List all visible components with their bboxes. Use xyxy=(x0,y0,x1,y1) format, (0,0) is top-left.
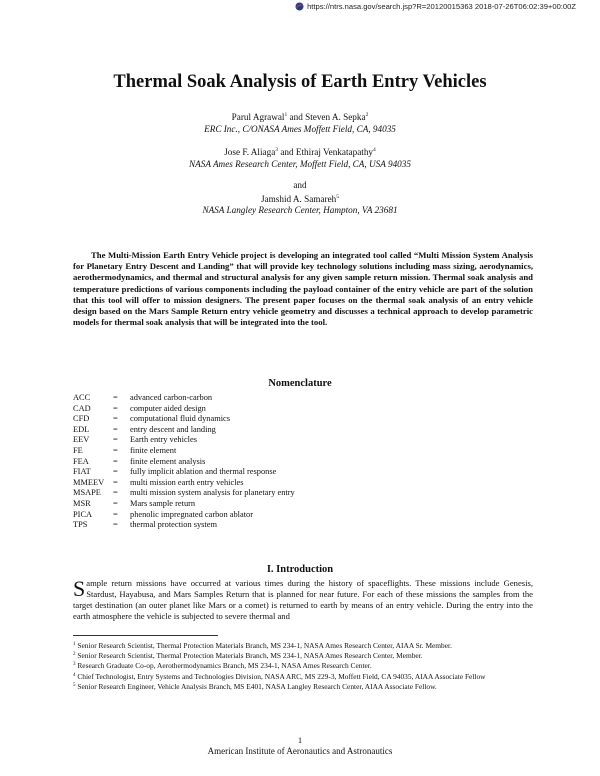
nomenclature-def: entry descent and landing xyxy=(130,424,216,434)
nomenclature-eq: = xyxy=(113,393,118,402)
nomenclature-def: thermal protection system xyxy=(130,520,217,530)
author-sup: 2 xyxy=(365,112,369,118)
author-name: Jose F. Aliaga xyxy=(224,147,276,157)
author-sup: 4 xyxy=(373,147,376,153)
nomenclature-eq: = xyxy=(113,435,118,445)
nomenclature-row xyxy=(73,499,295,510)
nomenclature-eq: = xyxy=(113,498,118,508)
nomenclature-abbr: MSAPE xyxy=(73,488,101,498)
author-line-2 xyxy=(0,145,600,159)
nomenclature-def: finite element analysis xyxy=(130,456,206,466)
nomenclature-def: phenolic impregnated carbon ablator xyxy=(130,509,254,519)
nomenclature-row xyxy=(73,467,295,478)
nomenclature-def: fully implicit ablation and thermal response xyxy=(130,467,277,477)
author-sup: 3 xyxy=(275,147,279,153)
nomenclature-abbr: FIAT xyxy=(73,467,91,477)
footnote xyxy=(73,640,535,650)
author-sup: 5 xyxy=(336,193,340,200)
nomenclature-list xyxy=(73,393,295,531)
nomenclature-eq: = xyxy=(113,414,118,424)
nomenclature-abbr: FEA xyxy=(73,456,89,466)
footnote-rule xyxy=(73,635,218,636)
footnote-number: 2 xyxy=(73,652,76,658)
nomenclature-eq: = xyxy=(113,509,118,519)
drop-cap: S xyxy=(73,576,86,601)
author-affiliation-1: ERC Inc., C/ONASA Ames Moffett Field, CA, 94035 xyxy=(204,123,396,134)
nomenclature-eq: = xyxy=(113,488,118,498)
footnote xyxy=(73,650,535,660)
footnotes xyxy=(73,640,535,691)
nomenclature-abbr: EDL xyxy=(73,424,90,434)
nomenclature-abbr: TPS xyxy=(73,520,88,530)
nomenclature-abbr: CFD xyxy=(73,414,90,424)
nomenclature-def: computer aided design xyxy=(130,403,206,413)
nomenclature-eq: = xyxy=(113,403,118,413)
nomenclature-eq: = xyxy=(113,445,118,455)
footnote-number: 4 xyxy=(73,672,76,678)
footnote-text: Senior Research Scientist, Thermal Protection Materials Branch, MS 234-1, NASA Ames Research Center, Member. xyxy=(77,651,423,661)
author-block xyxy=(0,110,600,217)
nasa-ntrs-logo-icon xyxy=(295,2,304,11)
nomenclature-abbr: EEV xyxy=(73,435,90,445)
footnote-number: 3 xyxy=(73,662,76,668)
nomenclature-def: finite element xyxy=(130,445,177,455)
nomenclature-row xyxy=(73,520,295,531)
footnote-number: 1 xyxy=(73,642,76,647)
paper-title: Thermal Soak Analysis of Earth Entry Vehicles xyxy=(113,72,487,92)
nomenclature-row xyxy=(73,510,295,521)
nomenclature-eq: = xyxy=(113,456,118,466)
author-affiliation-2: NASA Ames Research Center, Moffett Field, CA, USA 94035 xyxy=(189,158,411,169)
footnote xyxy=(73,671,535,681)
nomenclature-def: Earth entry vehicles xyxy=(130,435,197,445)
nomenclature-row xyxy=(73,393,295,404)
page-footer: American Institute of Aeronautics and Astronautics xyxy=(207,746,393,756)
nomenclature-def: multi mission earth entry vehicles xyxy=(130,477,244,487)
page-number: 1 xyxy=(297,735,303,745)
nomenclature-eq: = xyxy=(113,520,118,530)
author-affiliation-3: NASA Langley Research Center, Hampton, VA 23681 xyxy=(202,205,398,215)
nomenclature-row xyxy=(73,446,295,457)
author-name: Parul Agrawal xyxy=(231,112,285,122)
nomenclature-row xyxy=(73,435,295,446)
footnote-text: Research Graduate Co-op, Aerothermodynamics Branch, MS 234-1, NASA Ames Research Center. xyxy=(77,661,372,671)
footnote xyxy=(73,660,535,670)
introduction-paragraph xyxy=(73,578,533,622)
nomenclature-row xyxy=(73,404,295,415)
author-line-3 xyxy=(0,192,600,206)
nomenclature-eq: = xyxy=(113,477,118,487)
nomenclature-abbr: ACC xyxy=(73,393,91,402)
nomenclature-abbr: PICA xyxy=(73,509,93,519)
introduction-text: ample return missions have occurred at various times during the history of spaceflights. These missions include Genesis, Stardust, Hayabusa, and Mars Samples Return that is planned for near future. For each of these missions the samples from the target destination (an outer planet like Mars or a comet) is returned to earth by means of an entry vehicle. During the entry into the earth atmosphere the vehicle is subjected to severe thermal and xyxy=(73,578,533,621)
nomenclature-abbr: MSR xyxy=(73,498,91,508)
nomenclature-row xyxy=(73,478,295,489)
nomenclature-row xyxy=(73,414,295,425)
ntrs-stamp-text: https://ntrs.nasa.gov/search.jsp?R=20120015363 2018-07-26T06:02:39+00:00Z xyxy=(307,2,576,11)
footnote-text: Senior Research Engineer, Vehicle Analysis Branch, MS E401, NASA Langley Research Center, AIAA Associate Fellow. xyxy=(77,681,437,691)
nomenclature-def: Mars sample return xyxy=(130,498,196,508)
author-and: and xyxy=(293,180,307,190)
nomenclature-abbr: FE xyxy=(73,445,83,455)
author-line-1 xyxy=(0,110,600,124)
nomenclature-row xyxy=(73,488,295,499)
nomenclature-eq: = xyxy=(113,424,118,434)
abstract: The Multi-Mission Earth Entry Vehicle project is developing an integrated tool called “Multi Mission System Analysis for Planetary Entry Descent and Landing” that will provide key technology solutions including mass sizing, aerodynamics, aerothermodynamics, and thermal and structural analysis for any given sample return mission. Thermal soak analysis and temperature predictions of various components including the payload container of the entry vehicle are part of the solution that this tool will offer to mission designers. The present paper focuses on the thermal soak analysis of an entry vehicle design based on the Mars Sample Return entry vehicle geometry and discusses a technical approach to develop parametric models for thermal soak analysis that will be integrated into the tool. xyxy=(73,250,533,328)
nomenclature-row xyxy=(73,425,295,436)
nomenclature-row xyxy=(73,457,295,468)
nomenclature-abbr: MMEEV xyxy=(73,477,105,487)
section-title-introduction: I. Introduction xyxy=(266,564,334,575)
footnote-text: Chief Technologist, Entry Systems and Technologies Division, NASA ARC, MS 229-3, Moffett Field, CA 94035, AIAA Associate Fellow xyxy=(77,671,486,681)
author-name: and Steven A. Sepka xyxy=(287,112,366,122)
nomenclature-abbr: CAD xyxy=(73,403,91,413)
footnote-text: Senior Research Scientist, Thermal Protection Materials Branch, MS 234-1, NASA Ames Research Center, AIAA Sr. Member. xyxy=(77,641,452,650)
nomenclature-eq: = xyxy=(113,467,118,477)
nomenclature-title: Nomenclature xyxy=(268,378,332,389)
author-name: and Ethiraj Venkatapathy xyxy=(278,147,374,157)
footnote xyxy=(73,681,535,691)
nomenclature-def: computational fluid dynamics xyxy=(130,414,231,424)
ntrs-stamp xyxy=(295,2,576,11)
author-name: Jamshid A. Samareh xyxy=(260,193,337,204)
nomenclature-def: advanced carbon-carbon xyxy=(130,393,213,402)
author-sup: 1 xyxy=(284,112,288,118)
footnote-number: 5 xyxy=(73,682,76,688)
nomenclature-def: multi mission system analysis for planetary entry xyxy=(130,488,295,498)
